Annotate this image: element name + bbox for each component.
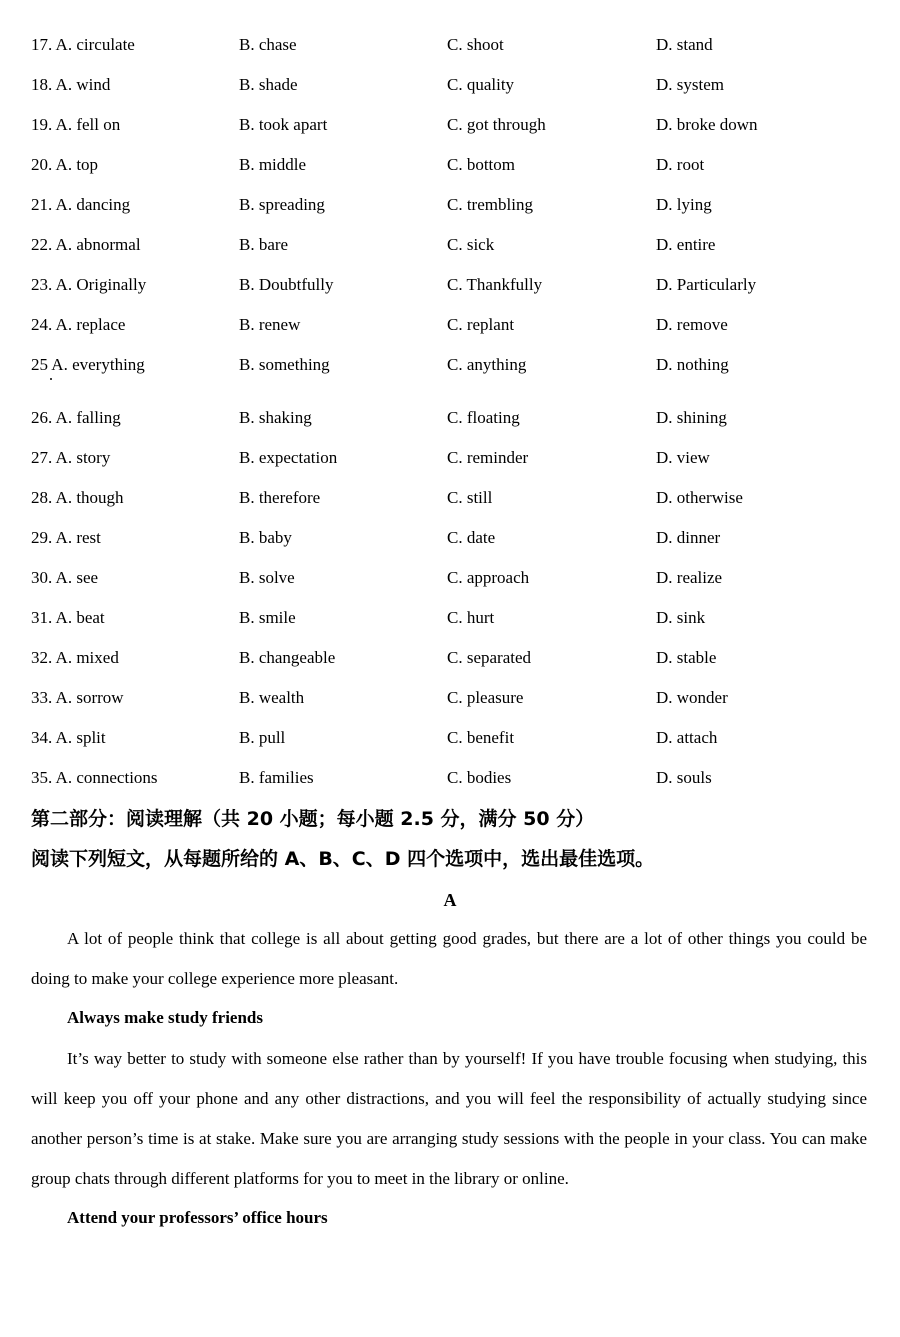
option-a: 29. A. rest (31, 528, 101, 547)
option-a: 32. A. mixed (31, 648, 119, 667)
option-c: C. Thankfully (447, 275, 543, 294)
question-row (0, 686, 900, 710)
subheading-office-hours: Attend your professors’ office hours (67, 1208, 328, 1227)
option-d: D. stable (656, 648, 717, 667)
option-c: C. date (447, 528, 496, 547)
option-a: 18. A. wind (31, 75, 111, 94)
option-d: D. lying (656, 195, 712, 214)
option-c: C. still (447, 488, 493, 507)
question-row (0, 73, 900, 97)
option-c: C. benefit (447, 728, 515, 747)
option-b: B. shaking (239, 408, 312, 427)
question-row (0, 193, 900, 217)
option-b: B. shade (239, 75, 298, 94)
question-row (0, 153, 900, 177)
option-a: 20. A. top (31, 155, 99, 174)
option-b: B. something (239, 355, 330, 374)
option-d: D. dinner (656, 528, 721, 547)
question-row (0, 606, 900, 630)
option-d: D. remove (656, 315, 728, 334)
option-d: D. shining (656, 408, 727, 427)
option-c: C. reminder (447, 448, 529, 467)
question-row (0, 233, 900, 257)
option-d: D. root (656, 155, 705, 174)
option-a: 22. A. abnormal (31, 235, 141, 254)
option-c: C. quality (447, 75, 515, 94)
option-c: C. bodies (447, 768, 512, 787)
option-a: 34. A. split (31, 728, 106, 747)
option-d: D. wonder (656, 688, 728, 707)
stray-mark (50, 378, 52, 380)
option-a: 35. A. connections (31, 768, 158, 787)
option-b: B. took apart (239, 115, 328, 134)
option-b: B. changeable (239, 648, 336, 667)
option-d: D. entire (656, 235, 716, 254)
option-a: 24. A. replace (31, 315, 126, 334)
option-d: D. stand (656, 35, 713, 54)
option-c: C. trembling (447, 195, 533, 214)
option-a: 30. A. see (31, 568, 99, 587)
option-c: C. replant (447, 315, 515, 334)
option-d: D. realize (656, 568, 723, 587)
option-a: 27. A. story (31, 448, 111, 467)
option-b: B. spreading (239, 195, 325, 214)
passage-intro: A lot of people think that college is all about getting good grades, but there are a lot of other things you could be doing to make your college experience more pleasant. (31, 929, 867, 988)
option-b: B. bare (239, 235, 289, 254)
question-row (0, 353, 900, 377)
option-a: 25 A. everything (31, 355, 145, 374)
option-b: B. expectation (239, 448, 338, 467)
option-b: B. middle (239, 155, 307, 174)
option-b: B. baby (239, 528, 292, 547)
passage-letter: A (443, 890, 457, 910)
option-c: C. approach (447, 568, 530, 587)
part2-instruction: 阅读下列短文，从每题所给的 A、B、C、D 四个选项中，选出最佳选项。 (31, 848, 655, 870)
part2-heading: 第二部分：阅读理解（共 20 小题；每小题 2.5 分，满分 50 分） (31, 808, 595, 830)
question-row (0, 406, 900, 430)
question-row (0, 526, 900, 550)
option-b: B. solve (239, 568, 295, 587)
option-a: 31. A. beat (31, 608, 105, 627)
option-c: C. pleasure (447, 688, 524, 707)
question-row (0, 766, 900, 790)
option-b: B. renew (239, 315, 301, 334)
option-c: C. hurt (447, 608, 495, 627)
option-c: C. anything (447, 355, 527, 374)
option-c: C. separated (447, 648, 532, 667)
option-a: 19. A. fell on (31, 115, 121, 134)
option-d: D. system (656, 75, 724, 94)
question-row (0, 726, 900, 750)
option-a: 21. A. dancing (31, 195, 131, 214)
option-d: D. otherwise (656, 488, 743, 507)
option-c: C. got through (447, 115, 546, 134)
question-row (0, 113, 900, 137)
option-a: 17. A. circulate (31, 35, 135, 54)
option-b: B. smile (239, 608, 296, 627)
option-a: 23. A. Originally (31, 275, 147, 294)
option-c: C. bottom (447, 155, 516, 174)
option-d: D. souls (656, 768, 712, 787)
option-c: C. sick (447, 235, 495, 254)
option-d: D. nothing (656, 355, 729, 374)
option-d: D. attach (656, 728, 718, 747)
question-row (0, 646, 900, 670)
option-d: D. Particularly (656, 275, 757, 294)
question-row (0, 313, 900, 337)
option-b: B. families (239, 768, 314, 787)
option-c: C. floating (447, 408, 520, 427)
option-d: D. sink (656, 608, 706, 627)
option-a: 33. A. sorrow (31, 688, 124, 707)
option-b: B. chase (239, 35, 297, 54)
subheading-study-friends: Always make study friends (67, 1008, 263, 1027)
option-b: B. therefore (239, 488, 321, 507)
option-d: D. broke down (656, 115, 758, 134)
passage-paragraph-study-friends: It’s way better to study with someone else rather than by yourself! If you have trouble focusing when studying, this will keep you off your phone and any other distractions, and you will feel the responsibility of actually studying since another person’s time is at stake. Make sure you are arranging study sessions with the people in your class. You can make group chats through different platforms for you to meet in the library or online. (31, 1049, 867, 1188)
question-row (0, 33, 900, 57)
question-row (0, 486, 900, 510)
option-c: C. shoot (447, 35, 504, 54)
option-a: 28. A. though (31, 488, 124, 507)
question-row (0, 273, 900, 297)
question-row (0, 566, 900, 590)
option-b: B. pull (239, 728, 286, 747)
option-b: B. wealth (239, 688, 305, 707)
question-row (0, 446, 900, 470)
option-a: 26. A. falling (31, 408, 121, 427)
option-b: B. Doubtfully (239, 275, 334, 294)
option-d: D. view (656, 448, 710, 467)
